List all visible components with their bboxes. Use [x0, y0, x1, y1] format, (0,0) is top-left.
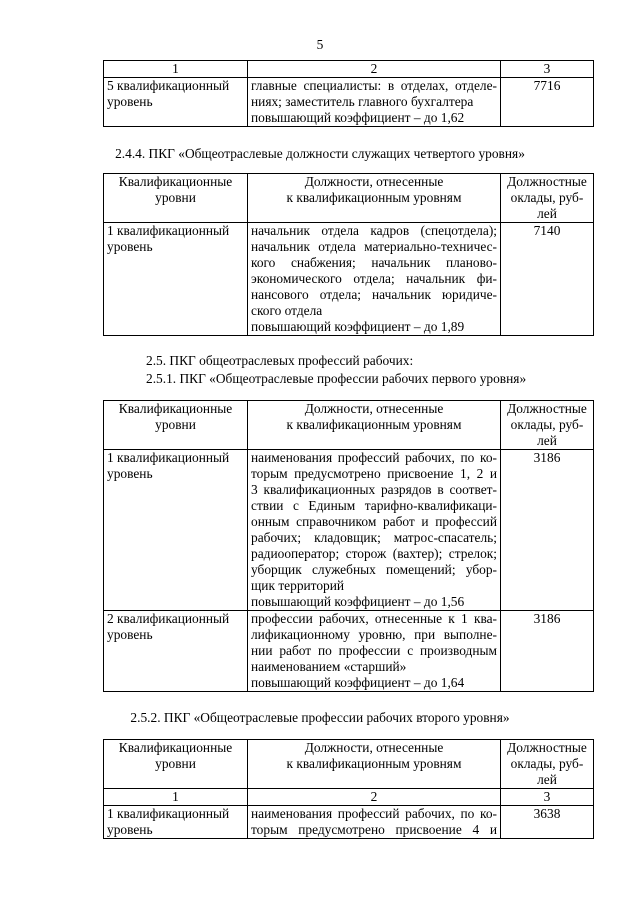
column-number: 2: [248, 789, 501, 806]
header-text: лей: [537, 433, 557, 448]
salary-cell: 7716: [501, 78, 594, 127]
header-text: Квалификационные: [118, 740, 233, 755]
positions-text: щик территорий: [251, 578, 345, 593]
level-cell: [104, 450, 248, 611]
table-row: [104, 78, 594, 127]
table-header-row: [104, 174, 594, 223]
level-cell: [104, 611, 248, 692]
positions-text: радиооператор; сторож (вахтер); стрелок;: [251, 546, 497, 561]
level-text: 2 квалификационный: [107, 611, 230, 626]
header-salary: [501, 401, 594, 450]
table-header-row: [104, 401, 594, 450]
positions-text: наименования профессий рабочих, по ко-: [251, 806, 497, 821]
table-row: [104, 223, 594, 336]
positions-text: нии работ по профессии с производным: [251, 643, 497, 658]
coefficient-text: повышающий коэффициент – до 1,89: [251, 319, 465, 334]
table-row: [104, 806, 594, 839]
column-number: 3: [501, 61, 594, 78]
header-positions: [248, 174, 501, 223]
header-salary: [501, 740, 594, 789]
level-text: 5 квалификационный: [107, 78, 230, 93]
table-row: [104, 450, 594, 611]
table-2-4-4: [103, 173, 594, 336]
positions-text: профессии рабочих, отнесенные к 1 ква-: [251, 611, 497, 626]
header-text: Квалификационные: [118, 401, 233, 416]
positions-text: ниях; заместитель главного бухгалтера: [251, 94, 474, 109]
level-cell: [104, 806, 248, 839]
header-text: Должности, отнесенные: [304, 174, 444, 189]
table-2-5-2: [103, 739, 594, 839]
header-text: Должностные: [507, 401, 587, 416]
column-number: 3: [501, 789, 594, 806]
header-text: лей: [537, 772, 557, 787]
level-text: уровень: [107, 822, 153, 837]
salary-cell: 7140: [501, 223, 594, 336]
positions-cell: [248, 806, 501, 839]
column-number-row: [104, 61, 594, 78]
header-levels: [104, 401, 248, 450]
header-text: к квалификационным уровням: [286, 417, 462, 432]
positions-text: онным справочником работ и профессий: [251, 514, 497, 529]
header-text: оклады, руб-: [510, 756, 584, 771]
section-heading-2-5-2: 2.5.2. ПКГ «Общеотраслевые профессии рабочих второго уровня»: [130, 710, 510, 725]
positions-text: лификационному уровню, при выполне-: [251, 627, 497, 642]
positions-text: рабочих; кладовщик; матрос-спасатель;: [251, 530, 497, 545]
level-text: уровень: [107, 627, 153, 642]
header-text: уровни: [155, 190, 196, 205]
positions-text: 3 квалификационных разрядов в соответ-: [251, 482, 497, 497]
header-text: лей: [537, 206, 557, 221]
header-text: Должности, отнесенные: [304, 740, 444, 755]
positions-text: наименования профессий рабочих, по ко-: [251, 450, 497, 465]
page-number: 5: [316, 37, 324, 52]
positions-text: ствии с Единым тарифно-квалификаци-: [251, 498, 497, 513]
header-levels: [104, 174, 248, 223]
salary-cell: 3186: [501, 611, 594, 692]
column-number: 1: [104, 61, 248, 78]
coefficient-text: повышающий коэффициент – до 1,56: [251, 594, 465, 609]
section-heading-2-4-4: 2.4.4. ПКГ «Общеотраслевые должности служащих четвертого уровня»: [115, 146, 525, 161]
level-text: уровень: [107, 466, 153, 481]
level-text: уровень: [107, 239, 153, 254]
positions-cell: [248, 611, 501, 692]
header-levels: [104, 740, 248, 789]
column-number-row: [104, 789, 594, 806]
positions-text: главные специалисты: в отделах, отделе-: [251, 78, 497, 93]
header-text: Квалификационные: [118, 174, 233, 189]
header-salary: [501, 174, 594, 223]
positions-text: торым предусмотрено присвоение 4 и: [251, 822, 497, 837]
level-cell: [104, 223, 248, 336]
salary-cell: 3638: [501, 806, 594, 839]
positions-text: нансового отдела; начальник юридиче-: [251, 287, 497, 302]
positions-text: экономического отдела; начальник фи-: [251, 271, 497, 286]
header-text: к квалификационным уровням: [286, 756, 462, 771]
header-positions: [248, 740, 501, 789]
header-text: уровни: [155, 756, 196, 771]
header-positions: [248, 401, 501, 450]
positions-cell: [248, 78, 501, 127]
table-continuation: [103, 60, 594, 127]
salary-cell: 3186: [501, 450, 594, 611]
header-text: Должностные: [507, 740, 587, 755]
positions-text: наименованием «старший»: [251, 659, 407, 674]
coefficient-text: повышающий коэффициент – до 1,64: [251, 675, 465, 690]
coefficient-text: повышающий коэффициент – до 1,62: [251, 110, 465, 125]
positions-cell: [248, 450, 501, 611]
positions-text: начальник отдела кадров (спецотдела);: [251, 223, 497, 238]
level-cell: [104, 78, 248, 127]
level-text: 1 квалификационный: [107, 806, 230, 821]
positions-cell: [248, 223, 501, 336]
header-text: к квалификационным уровням: [286, 190, 462, 205]
column-number: 1: [104, 789, 248, 806]
table-row: [104, 611, 594, 692]
header-text: оклады, руб-: [510, 417, 584, 432]
table-2-5-1: [103, 400, 594, 692]
positions-text: начальник отдела материально-техничес-: [251, 239, 497, 254]
section-heading-2-5: 2.5. ПКГ общеотраслевых профессий рабочих:: [146, 353, 414, 368]
section-heading-2-5-1: 2.5.1. ПКГ «Общеотраслевые профессии рабочих первого уровня»: [146, 371, 527, 386]
header-text: уровни: [155, 417, 196, 432]
table-header-row: [104, 740, 594, 789]
header-text: оклады, руб-: [510, 190, 584, 205]
positions-text: торым предусмотрено присвоение 1, 2 и: [251, 466, 497, 481]
level-text: 1 квалификационный: [107, 223, 230, 238]
level-text: 1 квалификационный: [107, 450, 230, 465]
positions-text: ского отдела: [251, 303, 323, 318]
header-text: Должности, отнесенные: [304, 401, 444, 416]
level-text: уровень: [107, 94, 153, 109]
column-number: 2: [248, 61, 501, 78]
positions-text: кого снабжения; начальник планово-: [251, 255, 497, 270]
positions-text: уборщик служебных помещений; убор-: [251, 562, 497, 577]
header-text: Должностные: [507, 174, 587, 189]
